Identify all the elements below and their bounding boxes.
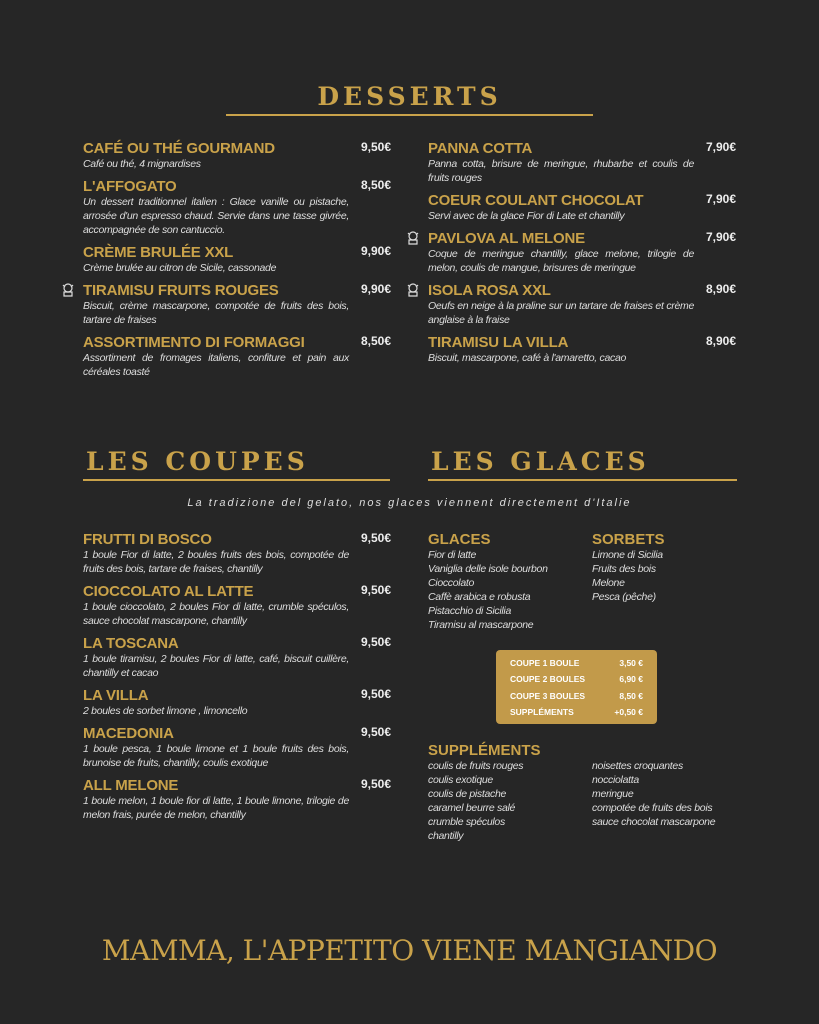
glaces-subtitle: GLACES — [428, 531, 491, 548]
price-label: COUPE 1 BOULE — [510, 658, 580, 668]
menu-item — [83, 635, 391, 680]
item-description: 1 boule tiramisu, 2 boules Fior di latte, café, biscuit cuillère, chantilly et cacao — [83, 653, 349, 679]
supplement-item: chantilly — [428, 830, 464, 842]
supplements-subtitle: SUPPLÉMENTS — [428, 742, 541, 759]
coupes-divider — [83, 479, 390, 481]
menu-item — [83, 334, 391, 379]
desserts-right-column — [428, 140, 736, 372]
item-description: Crème brulée au citron de Sicile, cassonade — [83, 262, 277, 274]
item-name: PAVLOVA AL MELONE — [428, 230, 585, 247]
item-price: 9,50€ — [360, 725, 391, 739]
glace-flavor: Fior di latte — [428, 549, 477, 561]
item-description: Biscuit, crème mascarpone, compotée de fruits des bois, tartare de fraises — [83, 300, 349, 326]
item-description: 1 boule cioccolato, 2 boules Fior di latte, crumble spéculos, sauce chocolat mascarpone, chantilly — [83, 601, 349, 627]
glace-flavor: Tiramisu al mascarpone — [428, 619, 534, 631]
menu-item — [83, 583, 391, 628]
item-name: TIRAMISU FRUITS ROUGES — [83, 282, 279, 299]
item-name: COEUR COULANT CHOCOLAT — [428, 192, 644, 209]
item-price: 9,50€ — [360, 140, 391, 154]
item-price: 9,50€ — [360, 687, 391, 701]
item-price: 9,50€ — [360, 635, 391, 649]
crest-icon — [405, 230, 421, 246]
menu-item — [428, 230, 736, 275]
glace-flavor: Pistacchio di Sicilia — [428, 605, 511, 617]
price-row — [510, 688, 643, 704]
item-name: L'AFFOGATO — [83, 178, 177, 195]
price-value: 3,50 € — [619, 658, 643, 668]
price-value: 6,90 € — [619, 674, 643, 685]
menu-item — [428, 192, 736, 223]
item-description: Coque de meringue chantilly, glace melone, trilogie de melon, coulis de mangue, brisures de meringue — [428, 248, 694, 274]
menu-item — [83, 140, 391, 171]
price-row — [510, 655, 643, 671]
price-row — [510, 704, 643, 720]
item-description: Café ou thé, 4 mignardises — [83, 158, 201, 170]
item-description: Un dessert traditionnel italien : Glace vanille ou pistache, arrosée d'un espresso chaud. Servie dans une tasse givrée, accompagnée de son cantuccio. — [83, 196, 349, 236]
supplement-item: meringue — [592, 788, 634, 800]
supplements-list-2 — [592, 759, 715, 829]
item-price: 8,50€ — [360, 178, 391, 192]
supplement-item: caramel beurre salé — [428, 802, 516, 814]
price-row — [510, 671, 643, 687]
crest-icon — [405, 282, 421, 298]
menu-item — [428, 282, 736, 327]
price-value: +0,50 € — [614, 706, 643, 717]
crest-icon — [60, 282, 76, 298]
item-name: CIOCCOLATO AL LATTE — [83, 583, 254, 600]
glaces-divider — [428, 479, 737, 481]
item-name: CRÈME BRULÉE XXL — [83, 244, 234, 261]
price-box — [496, 650, 657, 724]
item-price: 7,90€ — [705, 140, 736, 154]
sorbet-flavor: Limone di Sicilia — [592, 549, 663, 561]
coupes-title: LES COUPES — [86, 447, 309, 476]
item-name: LA TOSCANA — [83, 635, 179, 652]
item-description: 1 boule Fior di latte, 2 boules fruits des bois, compotée de fruits des bois, tartare de fraises, chantilly — [83, 549, 349, 575]
item-description: 1 boule melon, 1 boule fior di latte, 1 boule limone, trilogie de melon frais, purée de melon, chantilly — [83, 795, 349, 821]
item-name: PANNA COTTA — [428, 140, 533, 157]
item-price: 7,90€ — [705, 230, 736, 244]
menu-item — [428, 334, 736, 365]
item-description: Panna cotta, brisure de meringue, rhubarbe et coulis de fruits rouges — [428, 158, 694, 184]
sorbets-subtitle: SORBETS — [592, 531, 665, 548]
supplement-item: compotée de fruits des bois — [592, 802, 713, 814]
menu-item — [83, 178, 391, 237]
glace-flavor: Caffè arabica e robusta — [428, 591, 531, 603]
supplements-list — [428, 742, 541, 843]
supplement-item: coulis de fruits rouges — [428, 760, 524, 772]
item-price: 9,90€ — [360, 244, 391, 258]
item-description: Oeufs en neige à la praline sur un tartare de fraises et crème anglaise à la fraise — [428, 300, 694, 326]
menu-item — [83, 777, 391, 822]
glaces-title: LES GLACES — [431, 447, 650, 476]
glace-flavor: Cioccolato — [428, 577, 475, 589]
supplement-item: coulis de pistache — [428, 788, 507, 800]
supplement-item: noisettes croquantes — [592, 760, 683, 772]
supplement-item: coulis exotique — [428, 774, 493, 786]
item-price: 9,50€ — [360, 777, 391, 791]
item-name: MACEDONIA — [83, 725, 174, 742]
item-name: FRUTTI DI BOSCO — [83, 531, 212, 548]
item-price: 9,90€ — [360, 282, 391, 296]
menu-item — [83, 244, 391, 275]
item-name: LA VILLA — [83, 687, 149, 704]
item-price: 8,90€ — [705, 282, 736, 296]
menu-item — [83, 282, 391, 327]
supplement-item: crumble spéculos — [428, 816, 505, 828]
item-description: 2 boules de sorbet limone , limoncello — [83, 705, 248, 717]
item-name: ASSORTIMENTO DI FORMAGGI — [83, 334, 305, 351]
menu-item — [428, 140, 736, 185]
price-label: COUPE 2 BOULES — [510, 674, 586, 685]
item-price: 8,50€ — [360, 334, 391, 348]
menu-item — [83, 687, 391, 718]
item-price: 9,50€ — [360, 531, 391, 545]
item-price: 8,90€ — [705, 334, 736, 348]
coupes-column — [83, 531, 391, 829]
desserts-left-column — [83, 140, 391, 386]
price-value: 8,50 € — [619, 690, 643, 701]
supplement-item: nocciolatta — [592, 774, 639, 786]
desserts-divider — [226, 114, 593, 116]
glaces-list — [428, 531, 548, 632]
price-label: SUPPLÉMENTS — [510, 706, 574, 717]
item-description: Assortiment de fromages italiens, confiture et pain aux céréales toasté — [83, 352, 349, 378]
supplement-item: sauce chocolat mascarpone — [592, 816, 716, 828]
item-description: 1 boule pesca, 1 boule limone et 1 boule fruits des bois, brunoise de fruits, chantilly, coulis exotique — [83, 743, 349, 769]
item-name: CAFÉ OU THÉ GOURMAND — [83, 140, 275, 157]
sorbets-list — [592, 531, 665, 604]
desserts-title: DESSERTS — [317, 82, 502, 111]
sorbet-flavor: Pesca (pêche) — [592, 591, 656, 603]
item-price: 7,90€ — [705, 192, 736, 206]
sorbet-flavor: Melone — [592, 577, 625, 589]
menu-item — [83, 531, 391, 576]
item-name: ISOLA ROSA XXL — [428, 282, 551, 299]
footer-slogan: MAMMA, L'APPETITO VIENE MANGIANDO — [101, 934, 718, 967]
menu-item — [83, 725, 391, 770]
item-description: Biscuit, mascarpone, café à l'amaretto, cacao — [428, 352, 627, 364]
glaces-tagline: La tradizione del gelato, nos glaces viennent directement d'Italie — [187, 497, 632, 509]
item-description: Servi avec de la glace Fior di Late et chantilly — [428, 210, 625, 222]
sorbet-flavor: Fruits des bois — [592, 563, 656, 575]
price-label: COUPE 3 BOULES — [510, 690, 586, 701]
glace-flavor: Vaniglia delle isole bourbon — [428, 563, 548, 575]
item-name: ALL MELONE — [83, 777, 179, 794]
item-price: 9,50€ — [360, 583, 391, 597]
item-name: TIRAMISU LA VILLA — [428, 334, 569, 351]
